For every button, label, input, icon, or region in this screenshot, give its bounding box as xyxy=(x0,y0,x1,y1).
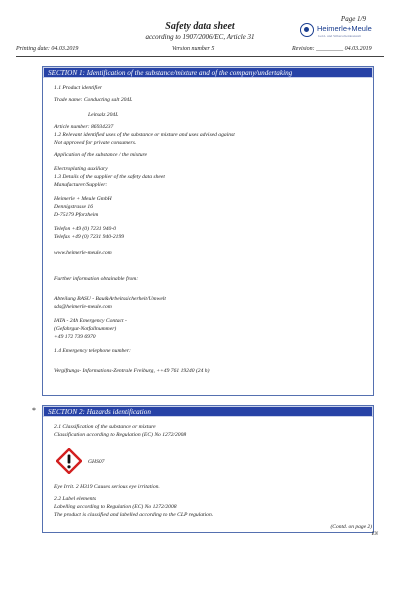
logo-tagline: Gold- und Silberscheideanstalt xyxy=(318,34,362,38)
section-1-heading: SECTION 1: Identification of the substance/mixture and of the company/undertaking xyxy=(43,67,373,78)
version-number: Version number 5 xyxy=(172,46,215,52)
s1-identified-uses: 1.2 Relevant identified uses of the substance or mixture and uses advised against xyxy=(54,132,235,138)
s1-company-name: Heimerle + Meule GmbH xyxy=(54,196,112,202)
page-number: Page 1/9 xyxy=(340,15,366,23)
s1-not-approved: Not approved for private consumers. xyxy=(54,140,137,146)
logo-name: Heimerle+Meule xyxy=(317,24,372,33)
revision-date: Revision: _________ 04.03.2019 xyxy=(292,46,372,52)
s1-product-identifier: 1.1 Product identifier xyxy=(54,85,103,91)
company-logo xyxy=(300,22,390,44)
section-2-heading: SECTION 2: Hazards identification xyxy=(43,406,373,417)
s1-department: Abteilung BASU - Bau&Arbeitssicherheit/Umwelt xyxy=(54,296,166,302)
revision-marker: * xyxy=(32,406,36,415)
s1-emergency-phone-label: 1.4 Emergency telephone number: xyxy=(54,348,131,354)
document-title: Safety data sheet xyxy=(165,21,235,32)
s1-product-alt-name: Leitsalz 204L xyxy=(88,112,119,118)
s2-clp-statement: The product is classified and labelled according to the CLP regulation. xyxy=(54,512,214,518)
s1-application-value: Electroplating auxiliary xyxy=(54,166,108,172)
s2-label-elements: 2.2 Label elements xyxy=(54,496,97,502)
s1-website[interactable]: www.heimerle-meule.com xyxy=(54,250,112,256)
s1-iata-contact: IATA - 24h Emergency Contact - xyxy=(54,318,127,324)
s1-further-info-label: Further information obtainable from: xyxy=(54,276,139,282)
s2-classification-heading: 2.1 Classification of the substance or mixture xyxy=(54,424,156,430)
header-rule xyxy=(16,56,384,57)
s1-street: Dennigstrasse 16 xyxy=(54,204,94,210)
s1-poison-center: Vergiftungs- Informations-Zentrale Freiburg, ++49 761 19240 (24 h) xyxy=(54,368,210,374)
document-subtitle: according to 1907/2006/EC, Article 31 xyxy=(145,33,255,41)
ghs07-exclamation-icon xyxy=(56,448,82,474)
continued-note: (Contd. on page 2) xyxy=(330,524,372,530)
s1-supplier-details: 1.3 Details of the supplier of the safety data sheet xyxy=(54,174,165,180)
s1-manufacturer-label: Manufacturer/Supplier: xyxy=(54,182,108,188)
printing-date: Printing date: 04.03.2019 xyxy=(16,46,79,52)
s1-article-number: Article number: 86934237 xyxy=(54,124,114,130)
s1-application-label: Application of the substance / the mixture xyxy=(54,152,148,158)
s1-trade-name: Trade name: Conducting salt 204L xyxy=(54,97,133,103)
s1-emergency-mobile: +49 172 739 6970 xyxy=(54,334,96,340)
s2-ghs-code: GHS07 xyxy=(88,459,105,465)
logo-mark-icon xyxy=(300,23,314,37)
s1-telefax: Telefax +49 (0) 7231 940-2199 xyxy=(54,234,125,240)
s1-emergency-number-de: (Gefahrgut-Notfallnummer) xyxy=(54,326,117,332)
s2-classification-regulation: Classification according to Regulation (EC) No 1272/2008 xyxy=(54,432,187,438)
s2-labelling-regulation: Labelling according to Regulation (EC) No 1272/2008 xyxy=(54,504,177,510)
s2-hazard-statement: Eye Irrit. 2 H319 Causes serious eye irritation. xyxy=(54,484,160,490)
s1-telephone: Telefon +49 (0) 7231 940-0 xyxy=(54,226,116,232)
s1-email[interactable]: sds@heimerle-meule.com xyxy=(54,304,112,310)
language-code: EN xyxy=(371,532,378,537)
s1-city: D-75179 Pforzheim xyxy=(54,212,99,218)
